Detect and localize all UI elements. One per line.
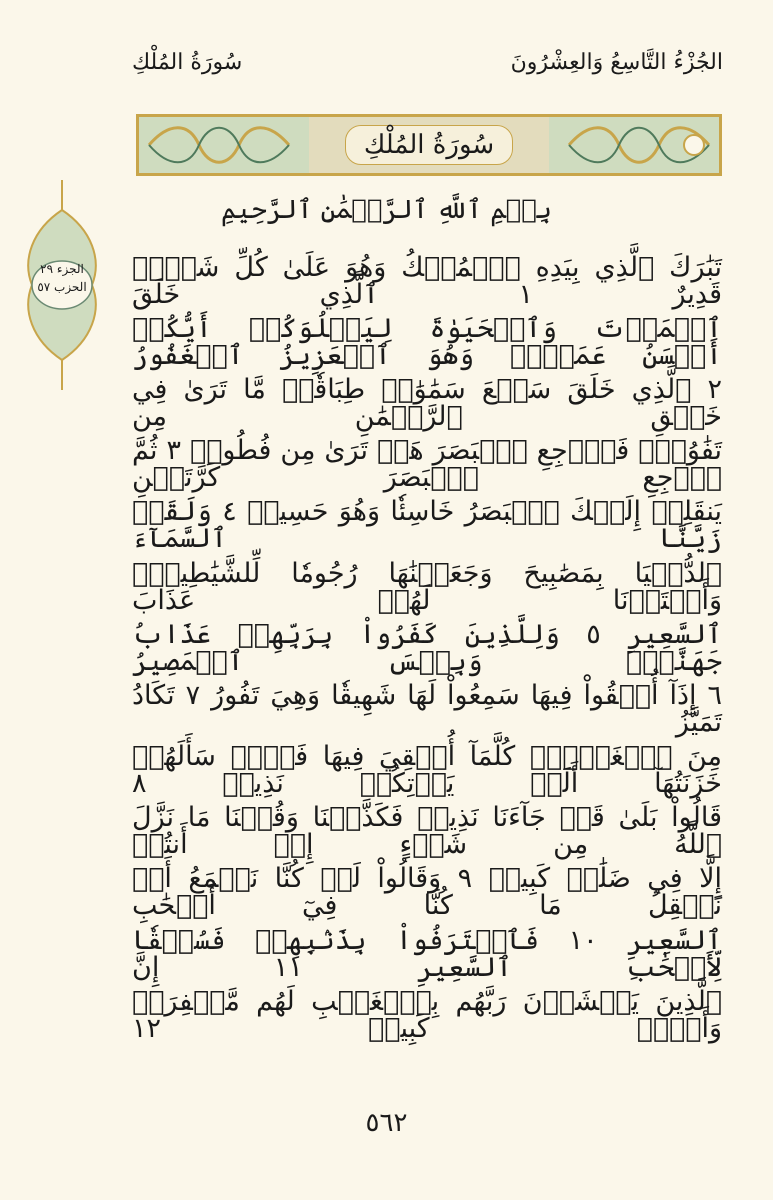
verse-line-10: قَالُواْ بَلَىٰ قَدۡ جَآءَنَا نَذِيرٞ فَكَذَّبۡنَا وَقُلۡنَا مَا نَزَّلَ ٱللَّهُ مِن شَيۡءٍ إِنۡ أَنتُمۡ	[132, 802, 722, 861]
verse-line-9: مِنَ ٱلۡغَيۡظِۖ كُلَّمَآ أُلۡقِيَ فِيهَا فَوۡجٞ سَأَلَهُمۡ خَزَنَتُهَآ أَلَمۡ يَأۡتِكُمۡ نَذِيرٞ ٨	[132, 741, 722, 800]
page-number: ٥٦٢	[365, 1108, 408, 1138]
verse-line-6: ٱلدُّنۡيَا بِمَصَٰبِيحَ وَجَعَلۡنَٰهَا رُجُومٗا لِّلشَّيَٰطِينِۖ وَأَعۡتَدۡنَا لَهُمۡ عَذَابَ	[132, 557, 722, 616]
juz-header: الجُزْءُ التَّاسِعُ وَالعِشْرُونَ	[510, 50, 723, 75]
surah-title: سُورَةُ المُلْكِ	[345, 125, 513, 165]
verse-line-5: يَنقَلِبۡ إِلَيۡكَ ٱلۡبَصَرُ خَاسِئٗا وَهُوَ حَسِيرٞ ٤ وَلَقَدۡ زَيَّنَّا ٱلسَّمَآءَ	[132, 496, 722, 555]
banner-ornament-right-icon	[549, 117, 719, 173]
verse-line-13: ٱلَّذِينَ يَخۡشَوۡنَ رَبَّهُم بِٱلۡغَيۡبِ لَهُم مَّغۡفِرَةٞ وَأَجۡرٞ كَبِيرٞ ١٢	[132, 985, 722, 1044]
verse-line-1: تَبَٰرَكَ ٱلَّذِي بِيَدِهِ ٱلۡمُلۡكُ وَهُوَ عَلَىٰ كُلِّ شَيۡءٖ قَدِيرٌ ١ ٱلَّذِي خَلَقَ	[132, 251, 723, 310]
banner-ornament-left-icon	[139, 117, 309, 173]
marker-hizb-label: الحزب ٥٧	[37, 280, 87, 294]
verse-line-3: ٢ ٱلَّذِي خَلَقَ سَبۡعَ سَمَٰوَٰتٖ طِبَاقٗاۖ مَّا تَرَىٰ فِي خَلۡقِ ٱلرَّحۡمَٰنِ مِن	[132, 373, 722, 432]
verse-line-12: ٱلسَّعِيرِ ١٠ فَٱعۡتَرَفُواْ بِذَنۢبِهِمۡ فَسُحۡقٗا لِّأَصۡحَٰبِ ٱلسَّعِيرِ ١١ إِنَّ	[132, 924, 722, 983]
surah-banner	[136, 114, 722, 176]
verse-line-11: إِلَّا فِي ضَلَٰلٖ كَبِيرٖ ٩ وَقَالُواْ لَوۡ كُنَّا نَسۡمَعُ أَوۡ نَعۡقِلُ مَا كُنَّا فِيٓ أَصۡحَٰبِ	[132, 863, 722, 922]
verse-lines	[132, 250, 722, 1045]
verse-line-4: تَفَٰوُتٖۖ فَٱرۡجِعِ ٱلۡبَصَرَ هَلۡ تَرَىٰ مِن فُطُورٖ ٣ ثُمَّ ٱرۡجِعِ ٱلۡبَصَرَ كَرَّتَيۡنِ	[132, 435, 722, 494]
verse-line-7: ٱلسَّعِيرِ ٥ وَلِلَّذِينَ كَفَرُواْ بِرَبِّهِمۡ عَذَابُ جَهَنَّمَۖ وَبِئۡسَ ٱلۡمَصِيرُ	[132, 618, 722, 677]
verse-line-2: ٱلۡمَوۡتَ وَٱلۡحَيَوٰةَ لِيَبۡلُوَكُمۡ أَيُّكُمۡ أَحۡسَنُ عَمَلٗاۚ وَهُوَ ٱلۡعَزِيزُ ٱلۡغَفُورُ	[132, 312, 722, 371]
verse-line-8: ٦ إِذَآ أُلۡقُواْ فِيهَا سَمِعُواْ لَهَا شَهِيقٗا وَهِيَ تَفُورُ ٧ تَكَادُ تَمَيَّزُ	[132, 679, 722, 738]
marker-juz-label: الجزء ٢٩	[40, 262, 84, 276]
surah-header: سُورَةُ المُلْكِ	[132, 50, 243, 75]
basmala: بِسۡمِ ٱللَّهِ ٱلرَّحۡمَٰنِ ٱلرَّحِيمِ	[221, 195, 552, 225]
